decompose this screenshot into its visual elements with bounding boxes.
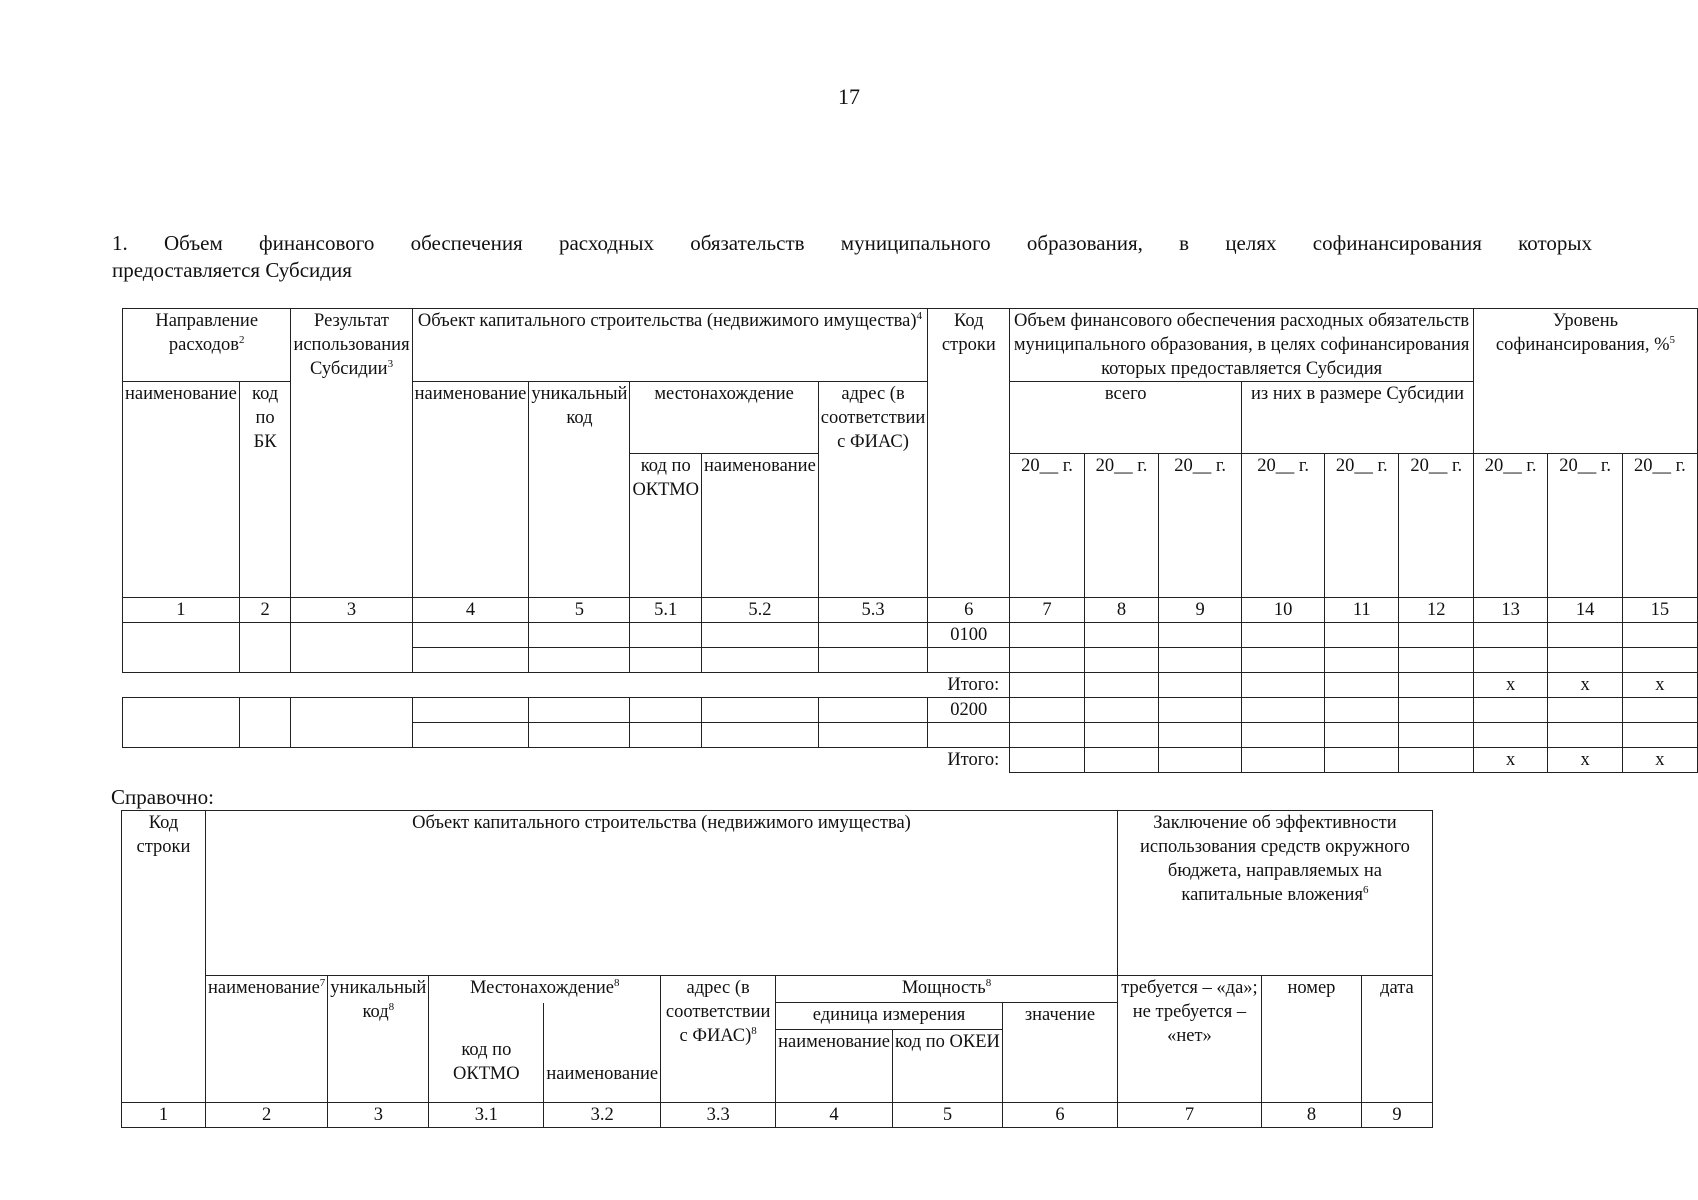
location-name-header: наименование xyxy=(702,454,819,598)
data-cell xyxy=(1325,748,1399,773)
object-name-header: наименование$^7$ xyxy=(206,976,328,1103)
column-number: 13 xyxy=(1473,598,1547,623)
column-number: 3.2 xyxy=(544,1103,661,1128)
x-mark: x xyxy=(1548,673,1622,698)
column-number: 7 xyxy=(1117,1103,1261,1128)
data-cell xyxy=(928,723,1010,748)
column-number: 10 xyxy=(1242,598,1325,623)
object-header: Объект капитального строительства (недвижимого имущества) xyxy=(206,811,1118,976)
column-number: 3 xyxy=(291,598,412,623)
column-number: 3 xyxy=(328,1103,429,1128)
data-cell xyxy=(702,723,819,748)
data-cell xyxy=(412,623,529,648)
x-mark: x xyxy=(1548,748,1622,773)
data-cell xyxy=(529,648,630,673)
data-cell xyxy=(291,698,412,748)
data-cell xyxy=(1159,723,1242,748)
row-code: 0100 xyxy=(928,623,1010,648)
column-number: 5.1 xyxy=(630,598,702,623)
data-cell xyxy=(1399,648,1473,673)
table-row xyxy=(123,623,1698,648)
data-cell xyxy=(1622,648,1697,673)
expenditure-table xyxy=(122,308,1698,773)
unit-name-header: наименование xyxy=(776,1030,893,1103)
data-cell xyxy=(1325,648,1399,673)
column-number: 8 xyxy=(1084,598,1158,623)
column-number: 11 xyxy=(1325,598,1399,623)
data-cell xyxy=(239,623,291,673)
data-cell xyxy=(1159,698,1242,723)
year-header: 20__ г. xyxy=(1399,454,1473,598)
data-cell xyxy=(1242,723,1325,748)
column-number: 4 xyxy=(412,598,529,623)
efficiency-conclusion-header: Заключение об эффективности использования средств окружного бюджета, направляемых на капитальные вложения$^6$ xyxy=(1117,811,1432,976)
oktmo-code-header: код по ОКТМО xyxy=(630,454,702,598)
data-cell xyxy=(1548,723,1622,748)
data-cell xyxy=(630,698,702,723)
okei-code-header: код по ОКЕИ xyxy=(892,1030,1002,1103)
data-cell xyxy=(1010,748,1084,773)
row-code: 0200 xyxy=(928,698,1010,723)
column-number: 7 xyxy=(1010,598,1084,623)
data-cell xyxy=(1399,623,1473,648)
data-cell xyxy=(702,623,819,648)
data-cell xyxy=(1010,623,1084,648)
data-cell xyxy=(1242,673,1325,698)
required-header: требуется – «да»; не требуется – «нет» xyxy=(1117,976,1261,1103)
data-cell xyxy=(239,698,291,748)
year-header: 20__ г. xyxy=(1622,454,1697,598)
unit-header: единица измерения xyxy=(776,1003,1003,1030)
data-cell xyxy=(1399,673,1473,698)
column-number: 2 xyxy=(206,1103,328,1128)
column-number: 2 xyxy=(239,598,291,623)
data-cell xyxy=(1325,673,1399,698)
column-number: 14 xyxy=(1548,598,1622,623)
column-number: 8 xyxy=(1261,1103,1361,1128)
column-number: 9 xyxy=(1159,598,1242,623)
data-cell xyxy=(123,623,240,673)
data-cell xyxy=(1622,623,1697,648)
column-numbers-row xyxy=(123,598,1698,623)
direction-header: Направление расходов$^2$ xyxy=(123,309,291,382)
data-cell xyxy=(928,648,1010,673)
data-cell xyxy=(1010,723,1084,748)
column-number: 1 xyxy=(123,598,240,623)
year-header: 20__ г. xyxy=(1325,454,1399,598)
data-cell xyxy=(630,723,702,748)
data-cell xyxy=(529,623,630,648)
data-cell xyxy=(291,623,412,673)
result-header: Результат использования Субсидии$^3$ xyxy=(291,309,412,598)
data-cell xyxy=(123,698,240,748)
year-header: 20__ г. xyxy=(1548,454,1622,598)
value-header: значение xyxy=(1002,1003,1117,1103)
oktmo-code-header: код по ОКТМО xyxy=(429,1003,544,1103)
total-label: Итого: xyxy=(947,750,1000,770)
data-cell xyxy=(1159,673,1242,698)
data-cell xyxy=(1548,698,1622,723)
data-cell xyxy=(1325,623,1399,648)
year-header: 20__ г. xyxy=(1010,454,1084,598)
column-numbers-row xyxy=(122,1103,1433,1128)
column-number: 12 xyxy=(1399,598,1473,623)
column-number: 5 xyxy=(892,1103,1002,1128)
direction-name-header: наименование xyxy=(123,382,240,598)
data-cell xyxy=(1325,723,1399,748)
location-name-header: наименование xyxy=(544,1003,661,1103)
data-cell xyxy=(1473,723,1547,748)
data-cell xyxy=(1399,698,1473,723)
x-mark: x xyxy=(1622,748,1697,773)
data-cell xyxy=(1010,698,1084,723)
data-cell xyxy=(1084,748,1158,773)
object-name-header: наименование xyxy=(412,382,529,598)
column-number: 4 xyxy=(776,1103,893,1128)
data-cell xyxy=(1159,648,1242,673)
data-cell xyxy=(1010,648,1084,673)
data-cell xyxy=(702,698,819,723)
column-number: 6 xyxy=(928,598,1010,623)
data-cell xyxy=(412,723,529,748)
total-row xyxy=(123,673,1698,698)
data-cell xyxy=(1399,723,1473,748)
data-cell xyxy=(1325,698,1399,723)
x-mark: x xyxy=(1622,673,1697,698)
data-cell xyxy=(1084,723,1158,748)
data-cell xyxy=(1473,648,1547,673)
subsidy-part-header: из них в размере Субсидии xyxy=(1242,382,1474,454)
number-header: номер xyxy=(1261,976,1361,1103)
column-number: 5.2 xyxy=(702,598,819,623)
column-number: 6 xyxy=(1002,1103,1117,1128)
year-header: 20__ г. xyxy=(1159,454,1242,598)
table-row xyxy=(123,698,1698,723)
data-cell xyxy=(818,698,928,723)
column-number: 5.3 xyxy=(818,598,928,623)
data-cell xyxy=(412,648,529,673)
cofinancing-level-header: Уровень софинансирования, %$^5$ xyxy=(1473,309,1697,454)
heading-line-1: 1. Объем финансового обеспечения расходных обязательств муниципального образования, в целях софинансирования которых xyxy=(112,231,1592,255)
row-code-header: Код строки xyxy=(928,309,1010,598)
data-cell xyxy=(1242,648,1325,673)
data-cell xyxy=(630,623,702,648)
unique-code-header: уникальный код xyxy=(529,382,630,598)
volume-header: Объем финансового обеспечения расходных обязательств муниципального образования, в целях софинансирования которых предоставляется Субсидия xyxy=(1010,309,1474,382)
data-cell xyxy=(1084,623,1158,648)
data-cell xyxy=(818,723,928,748)
data-cell xyxy=(1473,623,1547,648)
column-number: 3.3 xyxy=(661,1103,776,1128)
data-cell xyxy=(1473,698,1547,723)
data-cell xyxy=(1548,648,1622,673)
reference-label: Справочно: xyxy=(111,785,214,809)
data-cell xyxy=(1084,673,1158,698)
column-number: 9 xyxy=(1361,1103,1432,1128)
location-header: Местонахождение$^8$ xyxy=(429,976,661,1003)
data-cell xyxy=(1010,673,1084,698)
column-number: 15 xyxy=(1622,598,1697,623)
data-cell xyxy=(1622,723,1697,748)
page-number: 17 xyxy=(838,84,860,109)
year-header: 20__ г. xyxy=(1084,454,1158,598)
data-cell xyxy=(1084,648,1158,673)
unique-code-header: уникальный код$^8$ xyxy=(328,976,429,1103)
data-cell xyxy=(1548,623,1622,648)
location-header: местонахождение xyxy=(630,382,818,454)
x-mark: x xyxy=(1473,748,1547,773)
address-header: адрес (в соответствии с ФИАС) xyxy=(818,382,928,598)
data-cell xyxy=(630,648,702,673)
data-cell xyxy=(1159,748,1242,773)
column-number: 3.1 xyxy=(429,1103,544,1128)
data-cell xyxy=(529,698,630,723)
data-cell xyxy=(1084,698,1158,723)
total-label: Итого: xyxy=(947,675,1000,695)
year-header: 20__ г. xyxy=(1242,454,1325,598)
total-row xyxy=(123,748,1698,773)
year-header: 20__ г. xyxy=(1473,454,1547,598)
data-cell xyxy=(818,623,928,648)
data-cell xyxy=(1159,623,1242,648)
section-heading xyxy=(112,230,1592,284)
data-cell xyxy=(412,698,529,723)
data-cell xyxy=(1242,748,1325,773)
data-cell xyxy=(1399,748,1473,773)
data-cell xyxy=(529,723,630,748)
address-header: адрес (в соответствии с ФИАС)$^8$ xyxy=(661,976,776,1103)
date-header: дата xyxy=(1361,976,1432,1103)
data-cell xyxy=(1242,698,1325,723)
reference-table xyxy=(121,810,1433,1128)
data-cell xyxy=(702,648,819,673)
data-cell xyxy=(818,648,928,673)
column-number: 5 xyxy=(529,598,630,623)
heading-line-2: предоставляется Субсидия xyxy=(112,258,352,282)
row-code-header: Код строки xyxy=(122,811,206,1103)
bk-code-header: код по БК xyxy=(239,382,291,598)
capacity-header: Мощность$^8$ xyxy=(776,976,1118,1003)
column-number: 1 xyxy=(122,1103,206,1128)
x-mark: x xyxy=(1473,673,1547,698)
data-cell xyxy=(1242,623,1325,648)
total-header: всего xyxy=(1010,382,1242,454)
object-header: Объект капитального строительства (недвижимого имущества)$^4$ xyxy=(412,309,928,382)
data-cell xyxy=(1622,698,1697,723)
